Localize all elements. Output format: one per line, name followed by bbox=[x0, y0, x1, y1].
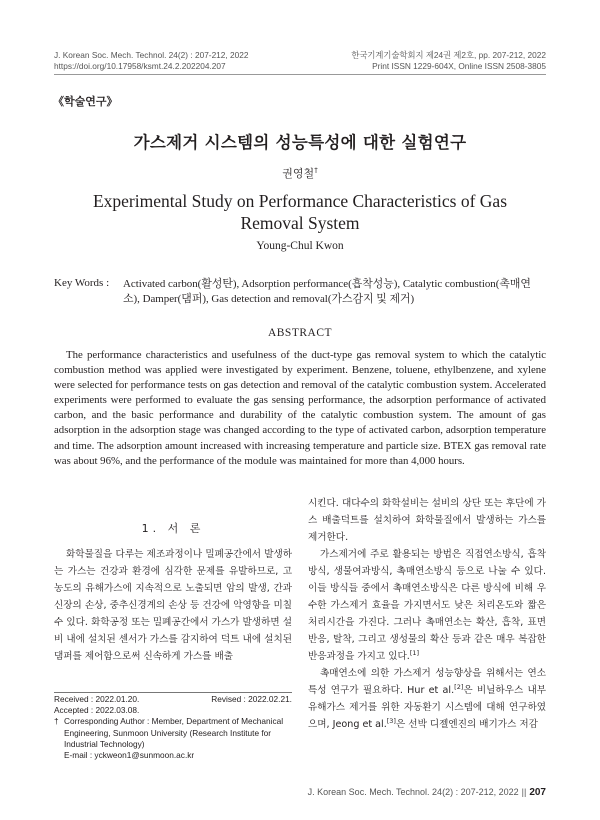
journal-citation: J. Korean Soc. Mech. Technol. 24(2) : 207-212, 2022 bbox=[54, 50, 249, 60]
revised-date: Revised : 2022.02.21. bbox=[211, 694, 292, 704]
journal-citation-korean: 한국기계기술학회지 제24권 제2호, pp. 207-212, 2022 bbox=[351, 50, 546, 60]
author-email[interactable]: E-mail : yckweon1@sunmoon.ac.kr bbox=[64, 750, 195, 761]
footer-citation: J. Korean Soc. Mech. Technol. 24(2) : 207-212, 2022 bbox=[307, 787, 519, 797]
corresponding-dagger: † bbox=[54, 716, 59, 727]
page-number: 207 bbox=[529, 787, 546, 798]
intro-paragraph-3-text-b: 은 비닐하우스 내부 유해가스 제거를 위한 자동환기 시스템에 대해 연구하였으며, Jeong et al. bbox=[308, 685, 546, 730]
keywords-text: Activated carbon(활성탄), Adsorption performance(흡착성능), Catalytic combustion(촉매연소), Damper(댐퍼), Gas detection and removal(가스감지 및 제거) bbox=[123, 278, 531, 305]
body-column-right bbox=[308, 495, 546, 733]
accepted-date: Accepted : 2022.03.08. bbox=[54, 705, 140, 716]
footnote-rule bbox=[54, 692, 292, 693]
citation-ref-1[interactable]: [1] bbox=[409, 648, 420, 657]
issn-line: Print ISSN 1229-604X, Online ISSN 2508-3805 bbox=[372, 61, 546, 71]
citation-ref-3[interactable]: [3] bbox=[386, 716, 396, 725]
doi-link[interactable]: https://doi.org/10.17958/ksmt.24.2.202204.207 bbox=[54, 61, 226, 71]
abstract-body: The performance characteristics and usefulness of the duct-type gas removal system to which the catalytic combustion method was applied were investigated by experiment. Benzene, toluene, ethylbenzene, and xylene were selected for performance tests on gas detection and removal of the catalytic combustion system. Accelerated experiments were performed to evaluate the gas sensing performance, the adsorption performance of activated carbon, and the basic performance and durability of the catalytic combustion system. The amount of gas adsorption in the adsorption stage was changed according to the type of activated carbon, adsorption temperature and time. The adsorption amount increased with increasing temperature and particle size. BTEX gas removal rate was about 96%, and the performance of the module was maintained for more than 4,000 hours. bbox=[54, 349, 546, 467]
citation-ref-2[interactable]: [2] bbox=[454, 682, 464, 691]
abstract-heading: ABSTRACT bbox=[267, 327, 333, 339]
intro-paragraph-1-continued: 시킨다. 대다수의 화학설비는 설비의 상단 또는 후단에 가스 배출덕트를 설치하여 화학물질에서 발생하는 가스를 제거한다. bbox=[308, 498, 546, 543]
paper-title-english: Experimental Study on Performance Characteristics of Gas Removal System bbox=[92, 191, 508, 233]
running-header-left bbox=[54, 50, 248, 72]
section-heading-introduction: 1. 서 론 bbox=[141, 522, 205, 535]
footer-separator: || bbox=[521, 787, 527, 797]
section-tag: 《학술연구》 bbox=[53, 95, 118, 108]
received-date: Received : 2022.01.20. bbox=[54, 694, 140, 704]
intro-paragraph-2-text: 가스제거에 주로 활용되는 방법은 직접연소방식, 흡착방식, 생물여과방식, 촉매연소방식 등으로 나눌 수 있다. 이들 방식들 중에서 촉매연소방식은 다른 방식에 비해 우수한 가스제거 효율을 가지면서도 낮은 처리온도와 짧은 처리시간을 가진다. 그러나 촉매연소는 확산, 흡착, 표면반응, 탈착, 그리고 생성물의 확산 등과 같은 매우 복잡한 반응과정을 가지고 있다. bbox=[308, 549, 546, 662]
corresponding-mark: † bbox=[314, 166, 318, 175]
author-korean-name: 권영철 bbox=[282, 167, 315, 180]
keywords-label: Key Words : bbox=[54, 277, 110, 289]
intro-paragraph-3 bbox=[308, 665, 546, 733]
intro-paragraph-2 bbox=[308, 546, 546, 665]
body-column-left bbox=[54, 520, 292, 665]
corresponding-author bbox=[54, 716, 292, 750]
intro-paragraph-3-text-a: 촉매연소에 의한 가스제거 성능향상을 위해서는 연소특성 연구가 필요하다. Hur et al. bbox=[308, 668, 546, 696]
footnote-block bbox=[54, 694, 292, 761]
corresponding-author-text: Corresponding Author : Member, Department of Mechanical Engineering, Sunmoon University (Research Institute for Industrial Technology) bbox=[64, 716, 284, 749]
page-footer bbox=[308, 787, 546, 798]
author-korean bbox=[0, 165, 600, 181]
intro-paragraph-1: 화학물질을 다루는 제조과정이나 밀폐공간에서 발생하는 가스는 건강과 환경에 심각한 문제를 유발하므로, 고 농도의 유해가스에 지속적으로 노출되면 암의 발생, 간과 신장의 손상, 중추신경계의 손상 등 건강에 악영향을 미칠 수 있다. 화학공정 또는 밀폐공간에서 가스가 발생하면 설비 내에 설치된 센서가 가스를 감지하여 덕트 내에 설치된 댐퍼를 제어함으로써 신속하게 가스를 배출 bbox=[54, 549, 292, 662]
author-english: Young-Chul Kwon bbox=[256, 240, 344, 252]
running-header-right bbox=[351, 50, 546, 72]
footnote-dates-row bbox=[54, 694, 292, 705]
paper-title-korean: 가스제거 시스템의 성능특성에 대한 실험연구 bbox=[133, 133, 467, 152]
intro-paragraph-3-text-c: 은 선박 디젤엔진의 배기가스 저감 bbox=[395, 719, 538, 730]
header-rule bbox=[54, 74, 546, 75]
